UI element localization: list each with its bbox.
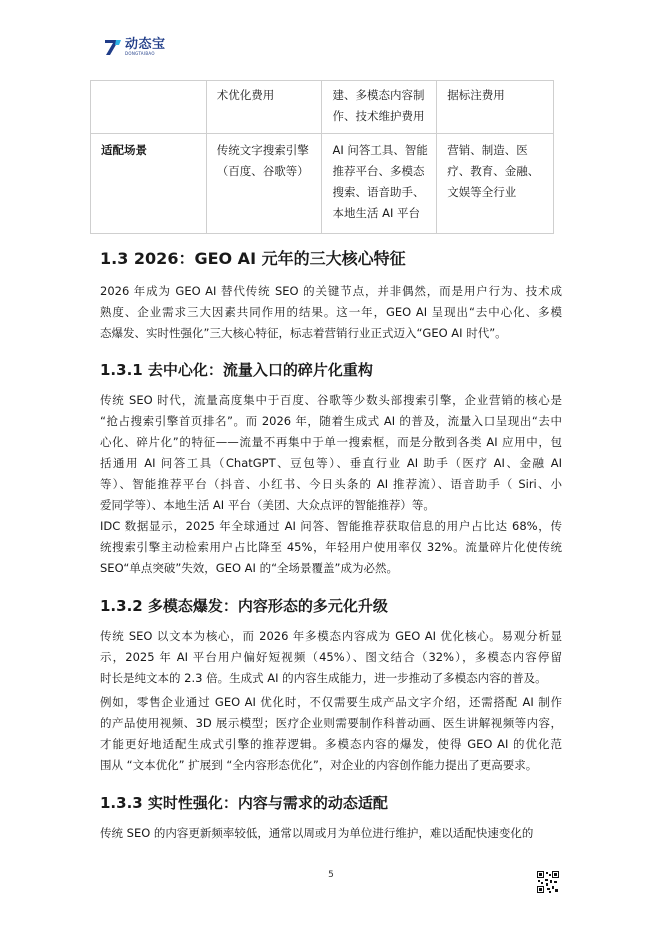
text-line: 括通用 AI 问答工具（ChatGPT、豆包等）、垂直行业 AI 助手（医疗 AI、金融 AI	[100, 456, 562, 470]
text-line: 时长是纯文本的 2.3 倍。生成式 AI 的内容生成能力，进一步推动了多模态内容的普及。	[100, 671, 547, 685]
text-line: 示，2025 年 AI 平台用户偏好短视频（45%）、图文结合（32%），多模态内容停留	[100, 650, 562, 664]
cell-line: 作、技术维护费用	[332, 109, 425, 123]
text-line: “抢占搜索引擎首页排名”。而 2026 年，随着生成式 AI 的普及，流量入口呈现出“去中	[100, 414, 562, 428]
cell-line: 营销、制造、医	[447, 143, 528, 157]
cell-line: 据标注费用	[447, 88, 505, 102]
section-heading-1-3: 1.3 2026：GEO AI 元年的三大核心特征	[100, 249, 406, 268]
cell-line: 术优化费用	[216, 88, 275, 102]
table-cell-label	[91, 81, 207, 134]
paragraph	[100, 281, 562, 344]
paragraph	[100, 823, 562, 844]
page-number: 5	[328, 870, 334, 880]
cell-line: 疗、教育、金融、	[447, 164, 540, 178]
cell-line: AI 问答工具、智能	[332, 143, 428, 157]
paragraph	[100, 390, 562, 516]
text-line: IDC 数据显示，2025 年全球通过 AI 问答、智能推荐获取信息的用户占比达 68%，传	[100, 519, 562, 533]
text-line: 爱同学等）、本地生活 AI 平台（美团、大众点评的智能推荐）等。	[100, 498, 435, 512]
text-line: 心化、碎片化”的特征——流量不再集中于单一搜索框，而是分散到各类 AI 应用中，包	[100, 435, 562, 449]
text-line: 传统 SEO 时代，流量高度集中于百度、谷歌等少数头部搜索引擎，企业营销的核心是	[100, 393, 562, 407]
cell-line: 建、多模态内容制	[332, 88, 425, 102]
table-cell	[322, 134, 437, 234]
cell-line: （百度、谷歌等）	[216, 164, 309, 178]
text-line: 传统 SEO 以文本为核心，而 2026 年多模态内容成为 GEO AI 优化核心。易观分析显	[100, 629, 562, 643]
section-heading-1-3-2: 1.3.2 多模态爆发：内容形态的多元化升级	[100, 597, 388, 615]
qr-code-icon	[537, 871, 559, 893]
table-cell	[437, 81, 554, 134]
text-line: 等）、智能推荐平台（抖音、小红书、今日头条的 AI 推荐流）、语音助手（ Siri、小	[100, 477, 562, 491]
text-line: 才能更好地适配生成式引擎的推荐逻辑。多模态内容的爆发，使得 GEO AI 的优化范	[100, 737, 562, 751]
brand-logo	[104, 38, 166, 56]
logo-text-cn: 动态宝	[125, 37, 166, 52]
logo-text-en: DONGTAIBAO	[125, 51, 155, 56]
text-line: 传统 SEO 的内容更新频率较低，通常以周或月为单位进行维护，难以适配快速变化的	[100, 826, 534, 840]
table-row	[91, 134, 554, 234]
section-heading-1-3-3: 1.3.3 实时性强化：内容与需求的动态适配	[100, 794, 388, 812]
cell-line: 推荐平台、多模态	[332, 164, 425, 178]
cell-line: 传统文字搜索引擎	[216, 143, 309, 157]
paragraph	[100, 516, 562, 579]
cell-line: 本地生活 AI 平台	[332, 206, 421, 220]
paragraph	[100, 626, 562, 689]
logo-mark-icon	[104, 38, 122, 56]
text-line: 的产品使用视频、3D 展示模型；医疗企业则需要制作科普动画、医生讲解视频等内容，	[100, 716, 562, 730]
table-cell-label	[91, 134, 207, 234]
paragraph	[100, 692, 562, 776]
text-line: SEO“单点突破”失效，GEO AI 的“全场景覆盖”成为必然。	[100, 561, 398, 575]
text-line: 统搜索引擎主动检索用户占比降至 45%，年轻用户使用率仅 32%。流量碎片化使传统	[100, 540, 562, 554]
row-label: 适配场景	[101, 143, 147, 157]
text-line: 围从 “文本优化” 扩展到 “全内容形态优化”，对企业的内容创作能力提出了更高要求。	[100, 758, 538, 772]
text-line: 例如，零售企业通过 GEO AI 优化时，不仅需要生成产品文字介绍，还需搭配 AI 制作	[100, 695, 562, 709]
cell-line: 搜索、语音助手、	[332, 185, 425, 199]
table-cell	[206, 81, 322, 134]
section-heading-1-3-1: 1.3.1 去中心化：流量入口的碎片化重构	[100, 361, 373, 379]
table-cell	[437, 134, 554, 234]
text-line: 熟度、企业需求三大因素共同作用的结果。这一年，GEO AI 呈现出“去中心化、多模	[100, 305, 562, 319]
table-cell	[322, 81, 437, 134]
text-line: 态爆发、实时性强化”三大核心特征，标志着营销行业正式迈入“GEO AI 时代”。	[100, 326, 507, 340]
table-cell	[206, 134, 322, 234]
text-line: 2026 年成为 GEO AI 替代传统 SEO 的关键节点，并非偶然，而是用户行为、技术成	[100, 284, 562, 298]
table-row	[91, 81, 554, 134]
comparison-table	[90, 80, 554, 234]
cell-line: 文娱等全行业	[447, 185, 517, 199]
